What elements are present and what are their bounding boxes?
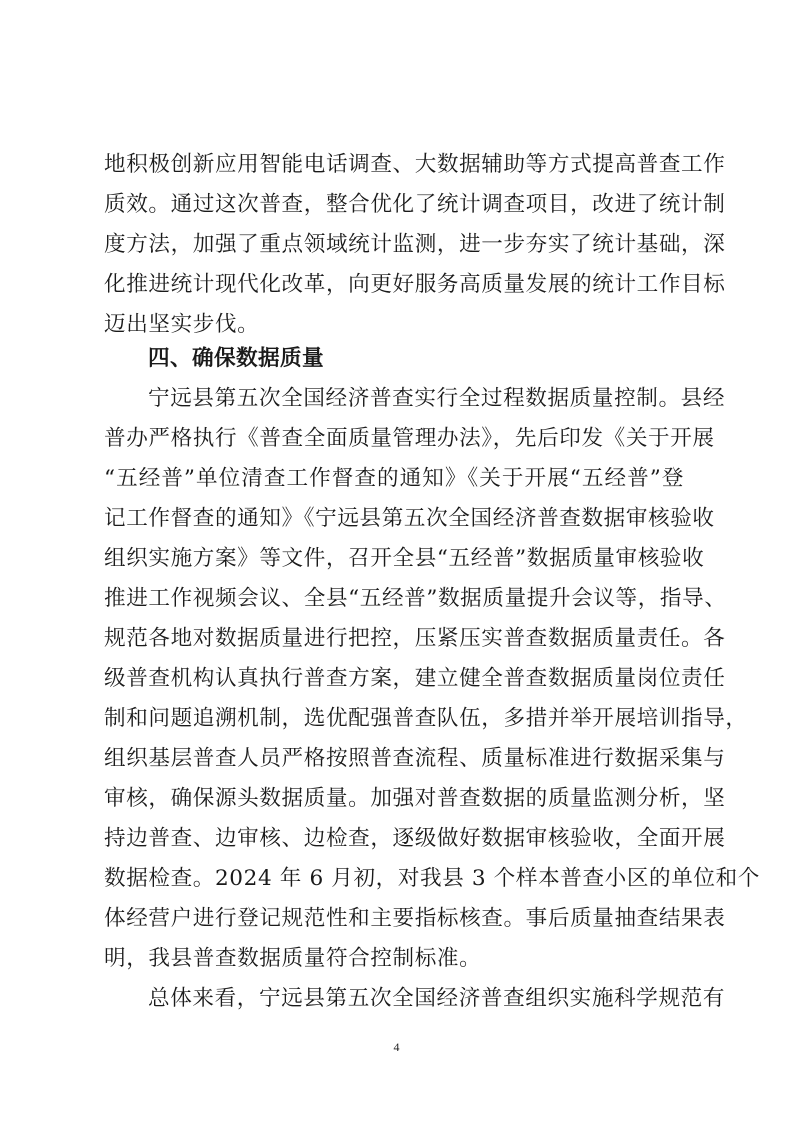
paragraph-line: 化推进统计现代化改革，向更好服务高质量发展的统计工作目标 [104, 272, 726, 297]
paragraph-line: 体经营户进行登记规范性和主要指标核查。事后质量抽查结果表 [104, 906, 726, 931]
paragraph-line: 级普查机构认真执行普查方案，建立健全普查数据质量岗位责任 [104, 666, 726, 691]
paragraph-line: 制和问题追溯机制，选优配强普查队伍，多措并举开展培训指导， [104, 706, 748, 731]
paragraph-line: 持边普查、边审核、边检查，逐级做好数据审核验收，全面开展 [104, 826, 726, 851]
paragraph-line: 数据检查。2024 年 6 月初，对我县 3 个样本普查小区的单位和个 [104, 866, 761, 891]
paragraph-line: 明，我县普查数据质量符合控制标准。 [104, 946, 482, 971]
paragraph-line: 记工作督查的通知》《宁远县第五次全国经济普查数据审核验收 [104, 506, 715, 531]
paragraph-line: 组织基层普查人员严格按照普查流程、质量标准进行数据采集与 [104, 746, 726, 771]
paragraph-line: 宁远县第五次全国经济普查实行全过程数据质量控制。县经 [148, 386, 726, 411]
paragraph-line: 推进工作视频会议、全县“五经普”数据质量提升会议等，指导、 [104, 586, 727, 611]
paragraph-line: 组织实施方案》等文件，召开全县“五经普”数据质量审核验收 [104, 546, 705, 571]
paragraph-line: “五经普”单位清查工作督查的通知》《关于开展“五经普”登 [104, 466, 684, 491]
paragraph-line: 规范各地对数据质量进行把控，压紧压实普查数据质量责任。各 [104, 626, 726, 651]
page-number: 4 [393, 1040, 400, 1054]
paragraph-line: 迈出坚实步伐。 [104, 312, 260, 337]
paragraph-line: 审核，确保源头数据质量。加强对普查数据的质量监测分析，坚 [104, 786, 726, 811]
paragraph-line: 地积极创新应用智能电话调查、大数据辅助等方式提高普查工作 [104, 152, 726, 177]
paragraph-line: 总体来看，宁远县第五次全国经济普查组织实施科学规范有 [148, 986, 726, 1011]
paragraph-line: 质效。通过这次普查，整合优化了统计调查项目，改进了统计制 [104, 192, 726, 217]
paragraph-line: 度方法，加强了重点领域统计监测，进一步夯实了统计基础，深 [104, 232, 726, 257]
section-heading: 四、确保数据质量 [148, 346, 324, 371]
paragraph-line: 普办严格执行《普查全面质量管理办法》，先后印发《关于开展 [104, 426, 715, 451]
